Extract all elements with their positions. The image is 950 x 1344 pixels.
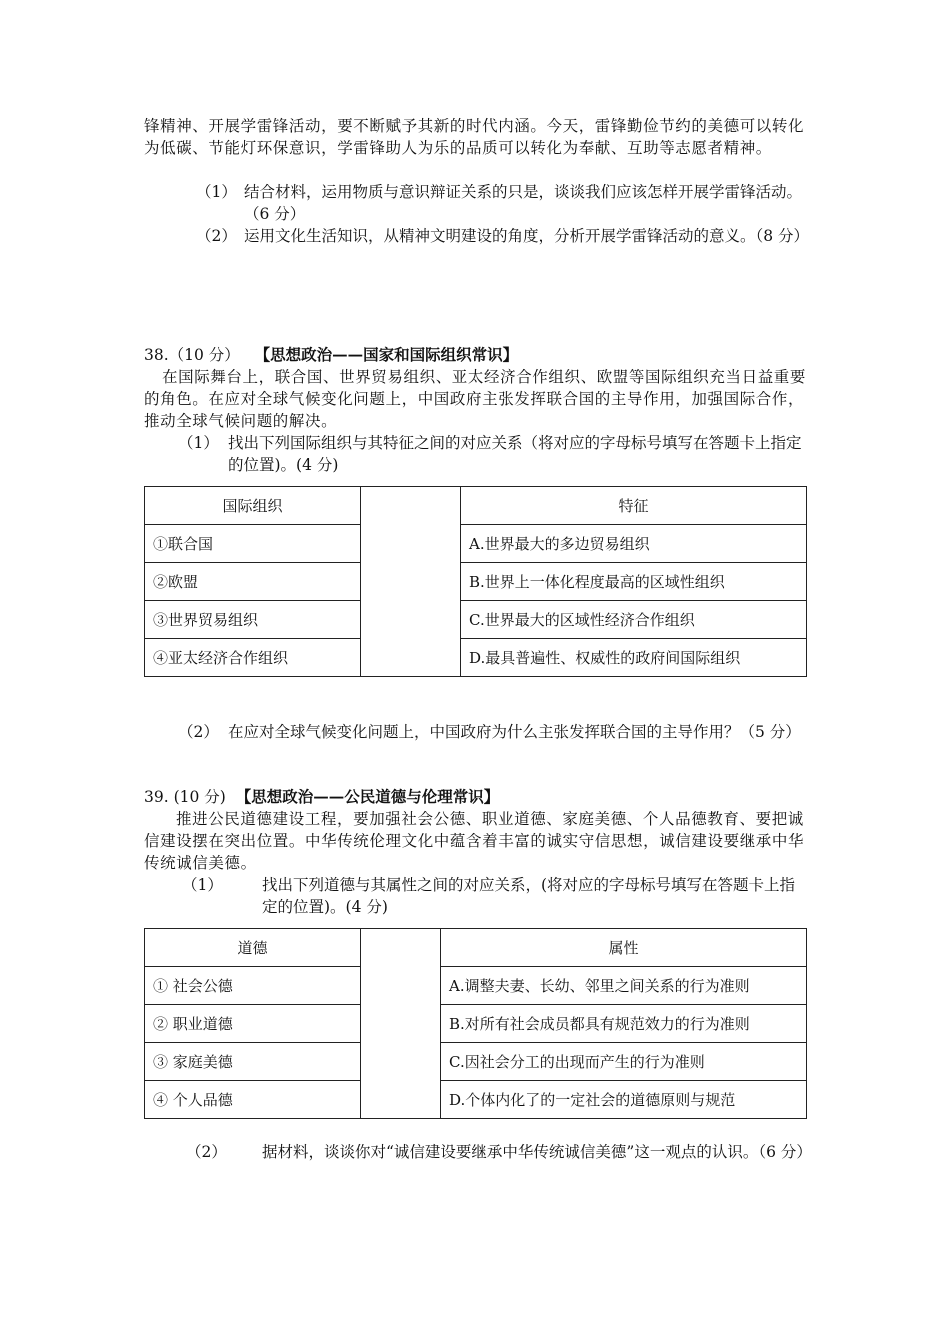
table-row <box>145 1043 807 1081</box>
q37-sub2-text: 运用文化生活知识，从精神文明建设的角度，分析开展学雷锋活动的意义。（8 分） <box>244 227 810 245</box>
table-right-cell: D.最具普遍性、权威性的政府间国际组织 <box>461 639 807 677</box>
table-row <box>145 1005 807 1043</box>
q39-sub1-text: 找出下列道德与其属性之间的对应关系，(将对应的字母标号填写在答题卡上指定的位置)。(4 分) <box>262 876 796 916</box>
table-row <box>145 563 807 601</box>
table-row <box>145 525 807 563</box>
q38-sub1-number: （1） <box>178 434 219 452</box>
table-row <box>145 639 807 677</box>
table-header-left: 道德 <box>145 929 361 967</box>
table-left-cell: ④亚太经济合作组织 <box>145 639 361 677</box>
q39-intro: 推进公民道德建设工程，要加强社会公德、职业道德、家庭美德、个人品德教育、要把诚信建设摆在突出位置。中华传统伦理文化中蕴含着丰富的诚实守信思想，诚信建设要继承中华传统诚信美德。 <box>144 810 805 872</box>
q37-sub1-number: （1） <box>196 183 237 201</box>
table-left-cell: ② 职业道德 <box>145 1005 361 1043</box>
table-header-right: 属性 <box>441 929 807 967</box>
q39-sub1-number: （1） <box>182 876 223 894</box>
q38-match-table <box>144 486 807 677</box>
table-right-cell: D.个体内化了的一定社会的道德原则与规范 <box>441 1081 807 1119</box>
table-row <box>145 967 807 1005</box>
q38-sub2-text: 在应对全球气候变化问题上，中国政府为什么主张发挥联合国的主导作用？（5 分） <box>228 723 801 741</box>
q39-heading <box>144 786 499 808</box>
table-row <box>145 487 807 525</box>
table-left-cell: ③ 家庭美德 <box>145 1043 361 1081</box>
q38-sub1-text: 找出下列国际组织与其特征之间的对应关系（将对应的字母标号填写在答题卡上指定的位置)。(4 分) <box>228 434 802 474</box>
table-answer-column <box>361 929 441 1119</box>
q39-number: 39. (10 分) <box>144 788 226 806</box>
q37-sub1-text: 结合材料，运用物质与意识辩证关系的只是，谈谈我们应该怎样开展学雷锋活动。（6 分） <box>244 183 803 223</box>
q38-title: 【思想政治——国家和国际组织常识】 <box>254 345 519 364</box>
table-right-cell: B.对所有社会成员都具有规范效力的行为准则 <box>441 1005 807 1043</box>
table-left-cell: ①联合国 <box>145 525 361 563</box>
table-header-left: 国际组织 <box>145 487 361 525</box>
q37-sub2-number: （2） <box>196 227 237 245</box>
table-row <box>145 1081 807 1119</box>
q38-sub2-number: （2） <box>178 723 219 741</box>
q38-number: 38.（10 分） <box>144 346 240 364</box>
table-right-cell: C.世界最大的区域性经济合作组织 <box>461 601 807 639</box>
table-right-cell: A.世界最大的多边贸易组织 <box>461 525 807 563</box>
table-left-cell: ④ 个人品德 <box>145 1081 361 1119</box>
table-right-cell: C.因社会分工的出现而产生的行为准则 <box>441 1043 807 1081</box>
q38-intro: 在国际舞台上，联合国、世界贸易组织、亚太经济合作组织、欧盟等国际组织充当日益重要的角色。在应对全球气候变化问题上，中国政府主张发挥联合国的主导作用，加强国际合作，推动全球气候问题的解决。 <box>144 368 807 430</box>
table-right-cell: A.调整夫妻、长幼、邻里之间关系的行为准则 <box>441 967 807 1005</box>
q39-sub2-number: （2） <box>186 1143 227 1161</box>
table-answer-column <box>361 487 461 677</box>
table-right-cell: B.世界上一体化程度最高的区域性组织 <box>461 563 807 601</box>
table-left-cell: ②欧盟 <box>145 563 361 601</box>
q39-title: 【思想政治——公民道德与伦理常识】 <box>235 787 500 806</box>
q37-intro: 锋精神、开展学雷锋活动，要不断赋予其新的时代内涵。今天，雷锋勤俭节约的美德可以转化为低碳、节能灯环保意识，学雷锋助人为乐的品质可以转化为奉献、互助等志愿者精神。 <box>144 117 805 157</box>
table-left-cell: ① 社会公德 <box>145 967 361 1005</box>
q39-match-table <box>144 928 807 1119</box>
table-row <box>145 929 807 967</box>
table-header-right: 特征 <box>461 487 807 525</box>
table-row <box>145 601 807 639</box>
q38-heading <box>144 344 518 366</box>
table-left-cell: ③世界贸易组织 <box>145 601 361 639</box>
q39-sub2-text: 据材料，谈谈你对“诚信建设要继承中华传统诚信美德”这一观点的认识。（6 分） <box>262 1143 812 1161</box>
